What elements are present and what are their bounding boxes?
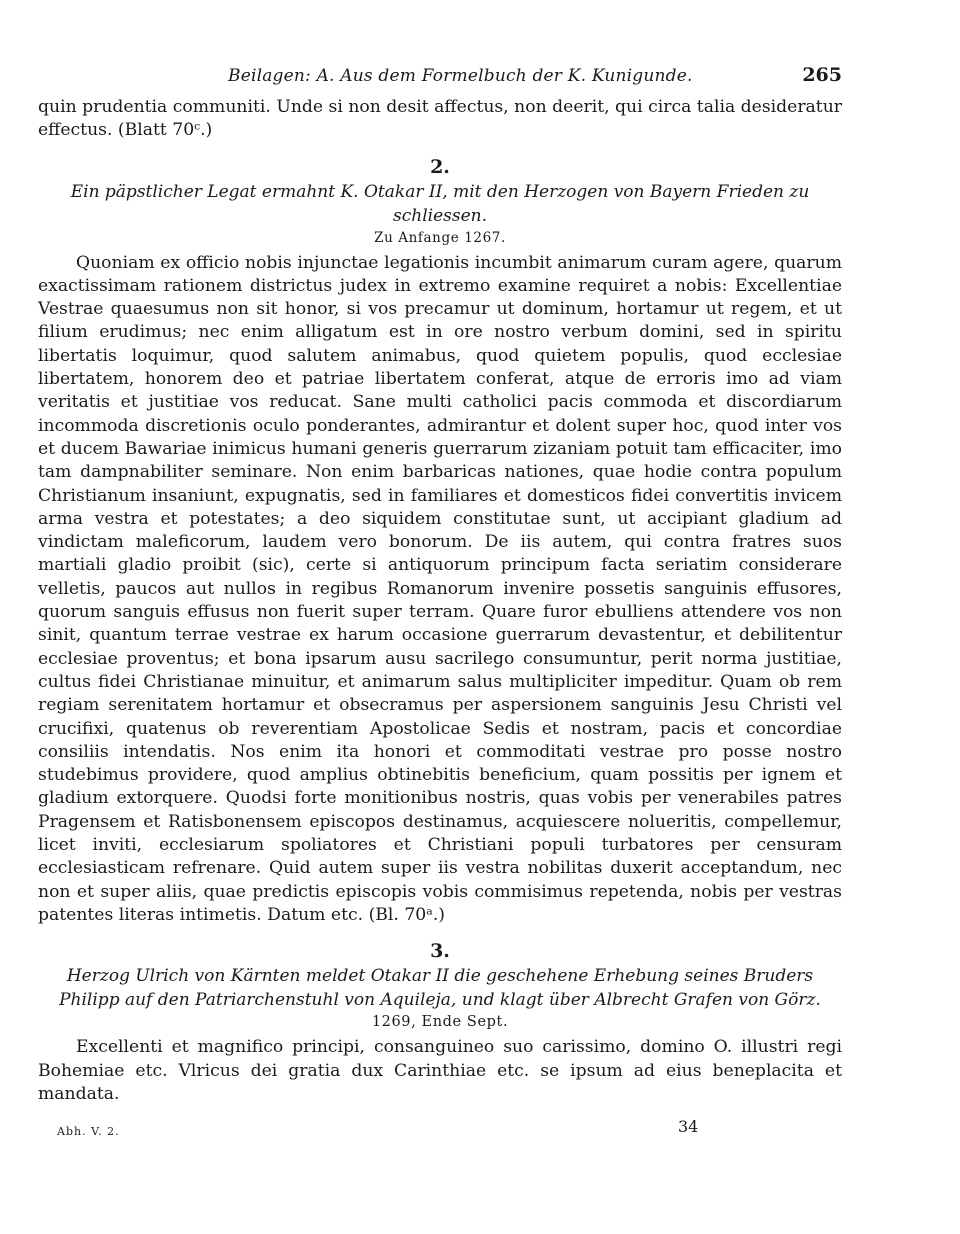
section-2-body: Quoniam ex officio nobis injunctae legationis incumbit animarum curam agere, quarum exactissimam rationem districtus judex in extremo examine requiret a nobis: Excellentiae Vestrae quaesumus non sit honor, si vos precamur ut dominum, hortamur ut regem, et ut filium erudimus; nec enim alligatum est in ore nostro verbum domini, sed in spiritu libertatis loquimur, quod salutem animabus, quod quietem populis, quod ecclesiae libertatem, honorem deo et patriae libertatem conferat, atque de erroris imo ad viam veritatis et justitiae vos reducat. Sane multi catholici pacis commoda et discordiarum incommoda discretionis oculo ponderantes, admirantur et dolent super hoc, quod inter vos et ducem Bawariae inimicus humani generis guerrarum zizaniam potuit tam efficaciter, imo tam dampnabiliter seminare. Non enim barbaricas nationes, quae hodie contra populum Christianum insaniunt, expugnatis, sed in familiares et domesticos fidei convertitis invicem arma vestra et potestates; a deo siquidem constitutae sunt, ut accipiant gladium ad vindictam maleficorum, laudem vero bonorum. De iis autem, qui contra fratres suos martiali gladio proibit (sic), certe si antiquorum principum facta seriatim considerare velletis, paucos aut nullos in regibus Romanorum invenire possetis sanguinis effusores, quorum sanguis effusus non fuerit super terram. Quare furor ebulliens attendere vos non sinit, quantum terrae vestrae ex harum occasione guerrarum devastentur, et debilitentur ecclesiae proventus; et bona ipsarum ausu sacrilego consumuntur, perit norma justitiae, cultus fidei Christianae minuitur, et animarum salus multipliciter impeditur. Quam ob rem regiam serenitatem hortamur et obsecramus per aspersionem sanguinis Jesu Christi vel crucifixi, quatenus ob reverentiam Apostolicae Sedis et nostram, pacis et concordiae consiliis intendatis. Nos enim ita honori et commoditati vestrae pro posse nostro studebimus providere, quod amplius obtinebitis beneficium, quam possitis per ignem et gladium extorquere. Quodsi forte monitionibus nostris, quas vobis per venerabiles patres Pragensem et Ratisbonensem episcopos destinamus, acquiescere nolueritis, compellemur, licet inviti, ecclesiarum spoliatores et Christiani populi turbatores per censuram ecclesiasticam refrenare. Quid autem super iis vestra nobilitas duxerit acceptandum, nec non et super aliis, quae predictis episcopis vobis commisimus repetenda, nobis per vestras patentes literas intimetis. Datum etc. (Bl. 70ᵃ.) [38,252,842,925]
section-3-date: 1269, Ende Sept. [371,1014,509,1031]
signature-number: 34 [678,1117,699,1136]
section-3-number: 3. [430,940,450,963]
running-title: Beilagen: A. Aus dem Formelbuch der K. Kunigunde. [228,66,693,86]
section-2-date: Zu Anfange 1267. [374,229,506,246]
continued-paragraph: quin prudentia communiti. Unde si non desit affectus, non deerit, qui circa talia desideratur effectus. (Blatt 70ᶜ.) [38,97,842,141]
section-2-number: 2. [430,155,450,178]
page-footer [57,1117,707,1141]
section-2-title: Ein päpstlicher Legat ermahnt K. Otakar II, mit den Herzogen von Bayern Frieden zu schliessen. [70,181,810,226]
section-3 [38,940,842,1106]
page-number: 265 [802,64,842,86]
section-3-body: Excellenti et magnifico principi, consanguineo suo carissimo, domino O. illustri regi Bohemiae etc. Vlricus dei gratia dux Carinthiae etc. se ipsum ad eius beneplacita et mandata. [38,1037,842,1104]
section-3-title: Herzog Ulrich von Kärnten meldet Otakar II die geschehene Erhebung seines Bruders Philipp auf den Patriarchenstuhl von Aquileja, und klagt über Albrecht Grafen von Görz. [59,966,821,1011]
running-head [38,60,842,96]
sheet-mark: Abh. V. 2. [57,1125,120,1138]
section-2 [38,156,842,928]
document-page [38,60,842,1106]
